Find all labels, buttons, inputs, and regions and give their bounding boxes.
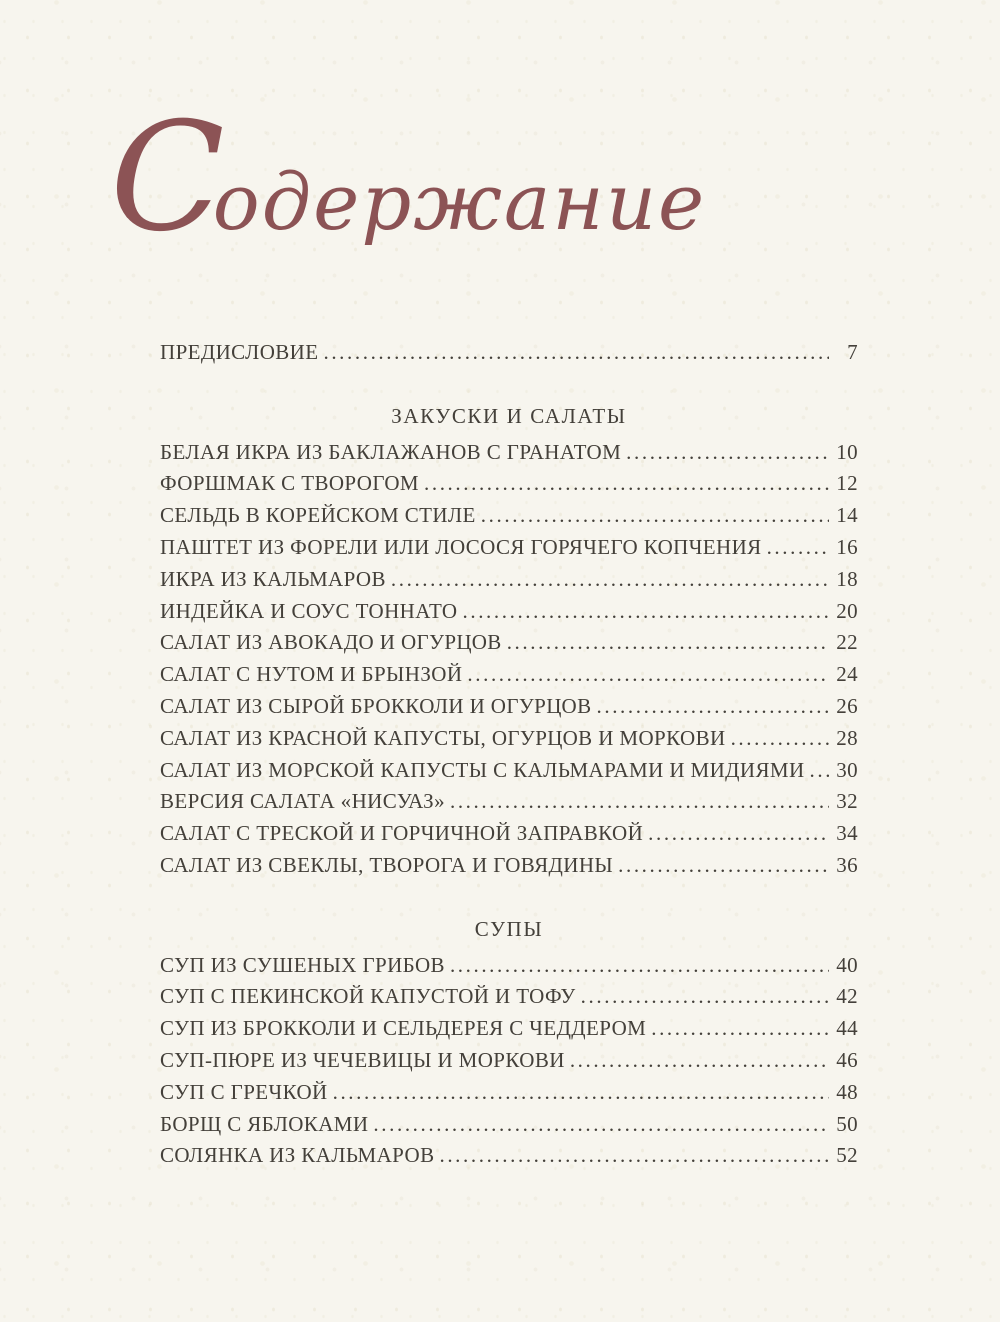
toc-entry-page-number: 10	[836, 439, 858, 464]
dot-leader	[597, 691, 830, 723]
dot-leader	[651, 1013, 829, 1045]
dot-leader	[450, 786, 829, 818]
toc-entry-page-number: 32	[836, 789, 858, 814]
toc-entry-page-number: 52	[836, 1143, 858, 1168]
dot-leader	[507, 627, 829, 659]
toc-entry-label: СУП-ПЮРЕ ИЗ ЧЕЧЕВИЦЫ И МОРКОВИ	[160, 1047, 565, 1072]
toc-entry-label: ИНДЕЙКА И СОУС ТОННАТО	[160, 598, 458, 623]
toc-entry-preface	[160, 337, 858, 369]
toc-entry-page-number: 46	[836, 1047, 858, 1072]
toc-entry-label: СУП ИЗ СУШЕНЫХ ГРИБОВ	[160, 952, 445, 977]
toc-entry	[160, 500, 858, 532]
toc-entry	[160, 627, 858, 659]
toc-entry	[160, 1013, 858, 1045]
toc-entry	[160, 691, 858, 723]
toc-entry-page-number: 28	[836, 725, 858, 750]
toc-entry-label: САЛАТ ИЗ СЫРОЙ БРОККОЛИ И ОГУРЦОВ	[160, 693, 592, 718]
toc-entry-page-number: 48	[836, 1079, 858, 1104]
dot-leader	[648, 818, 829, 850]
toc-entry	[160, 659, 858, 691]
toc-entry-label: САЛАТ ИЗ КРАСНОЙ КАПУСТЫ, ОГУРЦОВ И МОРКОВИ	[160, 725, 726, 750]
toc-entry	[160, 723, 858, 755]
toc-entry-page-number: 40	[836, 952, 858, 977]
toc-entry-page-number: 34	[836, 821, 858, 846]
toc-entry-page-number: 16	[836, 534, 858, 559]
dot-leader	[481, 500, 829, 532]
dot-leader	[810, 755, 829, 787]
toc-entry-page-number: 20	[836, 598, 858, 623]
page-title	[110, 91, 707, 265]
toc-entry-label: САЛАТ ИЗ СВЕКЛЫ, ТВОРОГА И ГОВЯДИНЫ	[160, 852, 614, 877]
dot-leader	[439, 1140, 829, 1172]
toc-entry	[160, 437, 858, 469]
toc-entry	[160, 1077, 858, 1109]
section-heading: ЗАКУСКИ И САЛАТЫ	[391, 403, 627, 428]
toc-entry	[160, 1045, 858, 1077]
dot-leader	[323, 337, 829, 369]
toc-entry-label: СУП ИЗ БРОККОЛИ И СЕЛЬДЕРЕЯ С ЧЕДДЕРОМ	[160, 1016, 647, 1041]
toc-entry-label: ИКРА ИЗ КАЛЬМАРОВ	[160, 566, 386, 591]
toc-entry	[160, 1140, 858, 1172]
toc-entry-page-number: 26	[836, 693, 858, 718]
toc-entry-page-number: 7	[847, 340, 858, 364]
toc-entry	[160, 981, 858, 1013]
toc-entry-label: ВЕРСИЯ САЛАТА «НИСУАЗ»	[160, 789, 445, 814]
toc-entry-label: БЕЛАЯ ИКРА ИЗ БАКЛАЖАНОВ С ГРАНАТОМ	[160, 439, 622, 464]
toc-entry-page-number: 18	[836, 566, 858, 591]
dot-leader	[767, 532, 829, 564]
dot-leader	[333, 1077, 829, 1109]
dot-leader	[463, 596, 830, 628]
toc-sections	[160, 401, 858, 1172]
dot-leader	[581, 981, 829, 1013]
toc-entry-page-number: 12	[836, 471, 858, 496]
dot-leader	[626, 437, 829, 469]
dot-leader	[731, 723, 829, 755]
page-title-initial: С	[110, 91, 225, 265]
toc-entry-page-number: 50	[836, 1111, 858, 1136]
toc-entry	[160, 596, 858, 628]
toc-entry-page-number: 42	[836, 984, 858, 1009]
dot-leader	[467, 659, 829, 691]
toc-entry-label: БОРЩ С ЯБЛОКАМИ	[160, 1111, 369, 1136]
toc-entry-label: САЛАТ ИЗ МОРСКОЙ КАПУСТЫ С КАЛЬМАРАМИ И МИДИЯМИ	[160, 757, 805, 782]
toc-entry-page-number: 24	[836, 662, 858, 687]
toc-entry	[160, 755, 858, 787]
toc-entry	[160, 564, 858, 596]
dot-leader	[618, 850, 829, 882]
toc-entry-page-number: 22	[836, 630, 858, 655]
table-of-contents	[160, 337, 858, 1172]
dot-leader	[391, 564, 829, 596]
toc-entry-page-number: 30	[836, 757, 858, 782]
toc-entry-label: САЛАТ ИЗ АВОКАДО И ОГУРЦОВ	[160, 630, 502, 655]
toc-entry	[160, 786, 858, 818]
section-heading: СУПЫ	[474, 916, 544, 941]
toc-entry	[160, 950, 858, 982]
toc-entry-page-number: 14	[836, 503, 858, 528]
toc-entry-label: СУП С ГРЕЧКОЙ	[160, 1079, 328, 1104]
toc-entry	[160, 818, 858, 850]
toc-entry-label: САЛАТ С ТРЕСКОЙ И ГОРЧИЧНОЙ ЗАПРАВКОЙ	[160, 821, 644, 846]
toc-entry-page-number: 44	[836, 1016, 858, 1041]
dot-leader	[424, 468, 829, 500]
page-title-rest: одержание	[212, 158, 707, 248]
toc-entry-page-number: 36	[836, 852, 858, 877]
toc-entry-label: СУП С ПЕКИНСКОЙ КАПУСТОЙ И ТОФУ	[160, 984, 576, 1009]
dot-leader	[450, 950, 829, 982]
dot-leader	[373, 1109, 829, 1141]
toc-entry	[160, 468, 858, 500]
toc-entry	[160, 850, 858, 882]
toc-entry-label: СЕЛЬДЬ В КОРЕЙСКОМ СТИЛЕ	[160, 503, 476, 528]
toc-entry-label: ФОРШМАК С ТВОРОГОМ	[160, 471, 419, 496]
toc-entry	[160, 1109, 858, 1141]
toc-entry-label: СОЛЯНКА ИЗ КАЛЬМАРОВ	[160, 1143, 435, 1168]
toc-entry-label: САЛАТ С НУТОМ И БРЫНЗОЙ	[160, 662, 463, 687]
dot-leader	[570, 1045, 829, 1077]
toc-entry	[160, 532, 858, 564]
toc-entry-label: ПАШТЕТ ИЗ ФОРЕЛИ ИЛИ ЛОСОСЯ ГОРЯЧЕГО КОПЧЕНИЯ	[160, 534, 762, 559]
toc-entry-label: ПРЕДИСЛОВИЕ	[160, 340, 319, 364]
